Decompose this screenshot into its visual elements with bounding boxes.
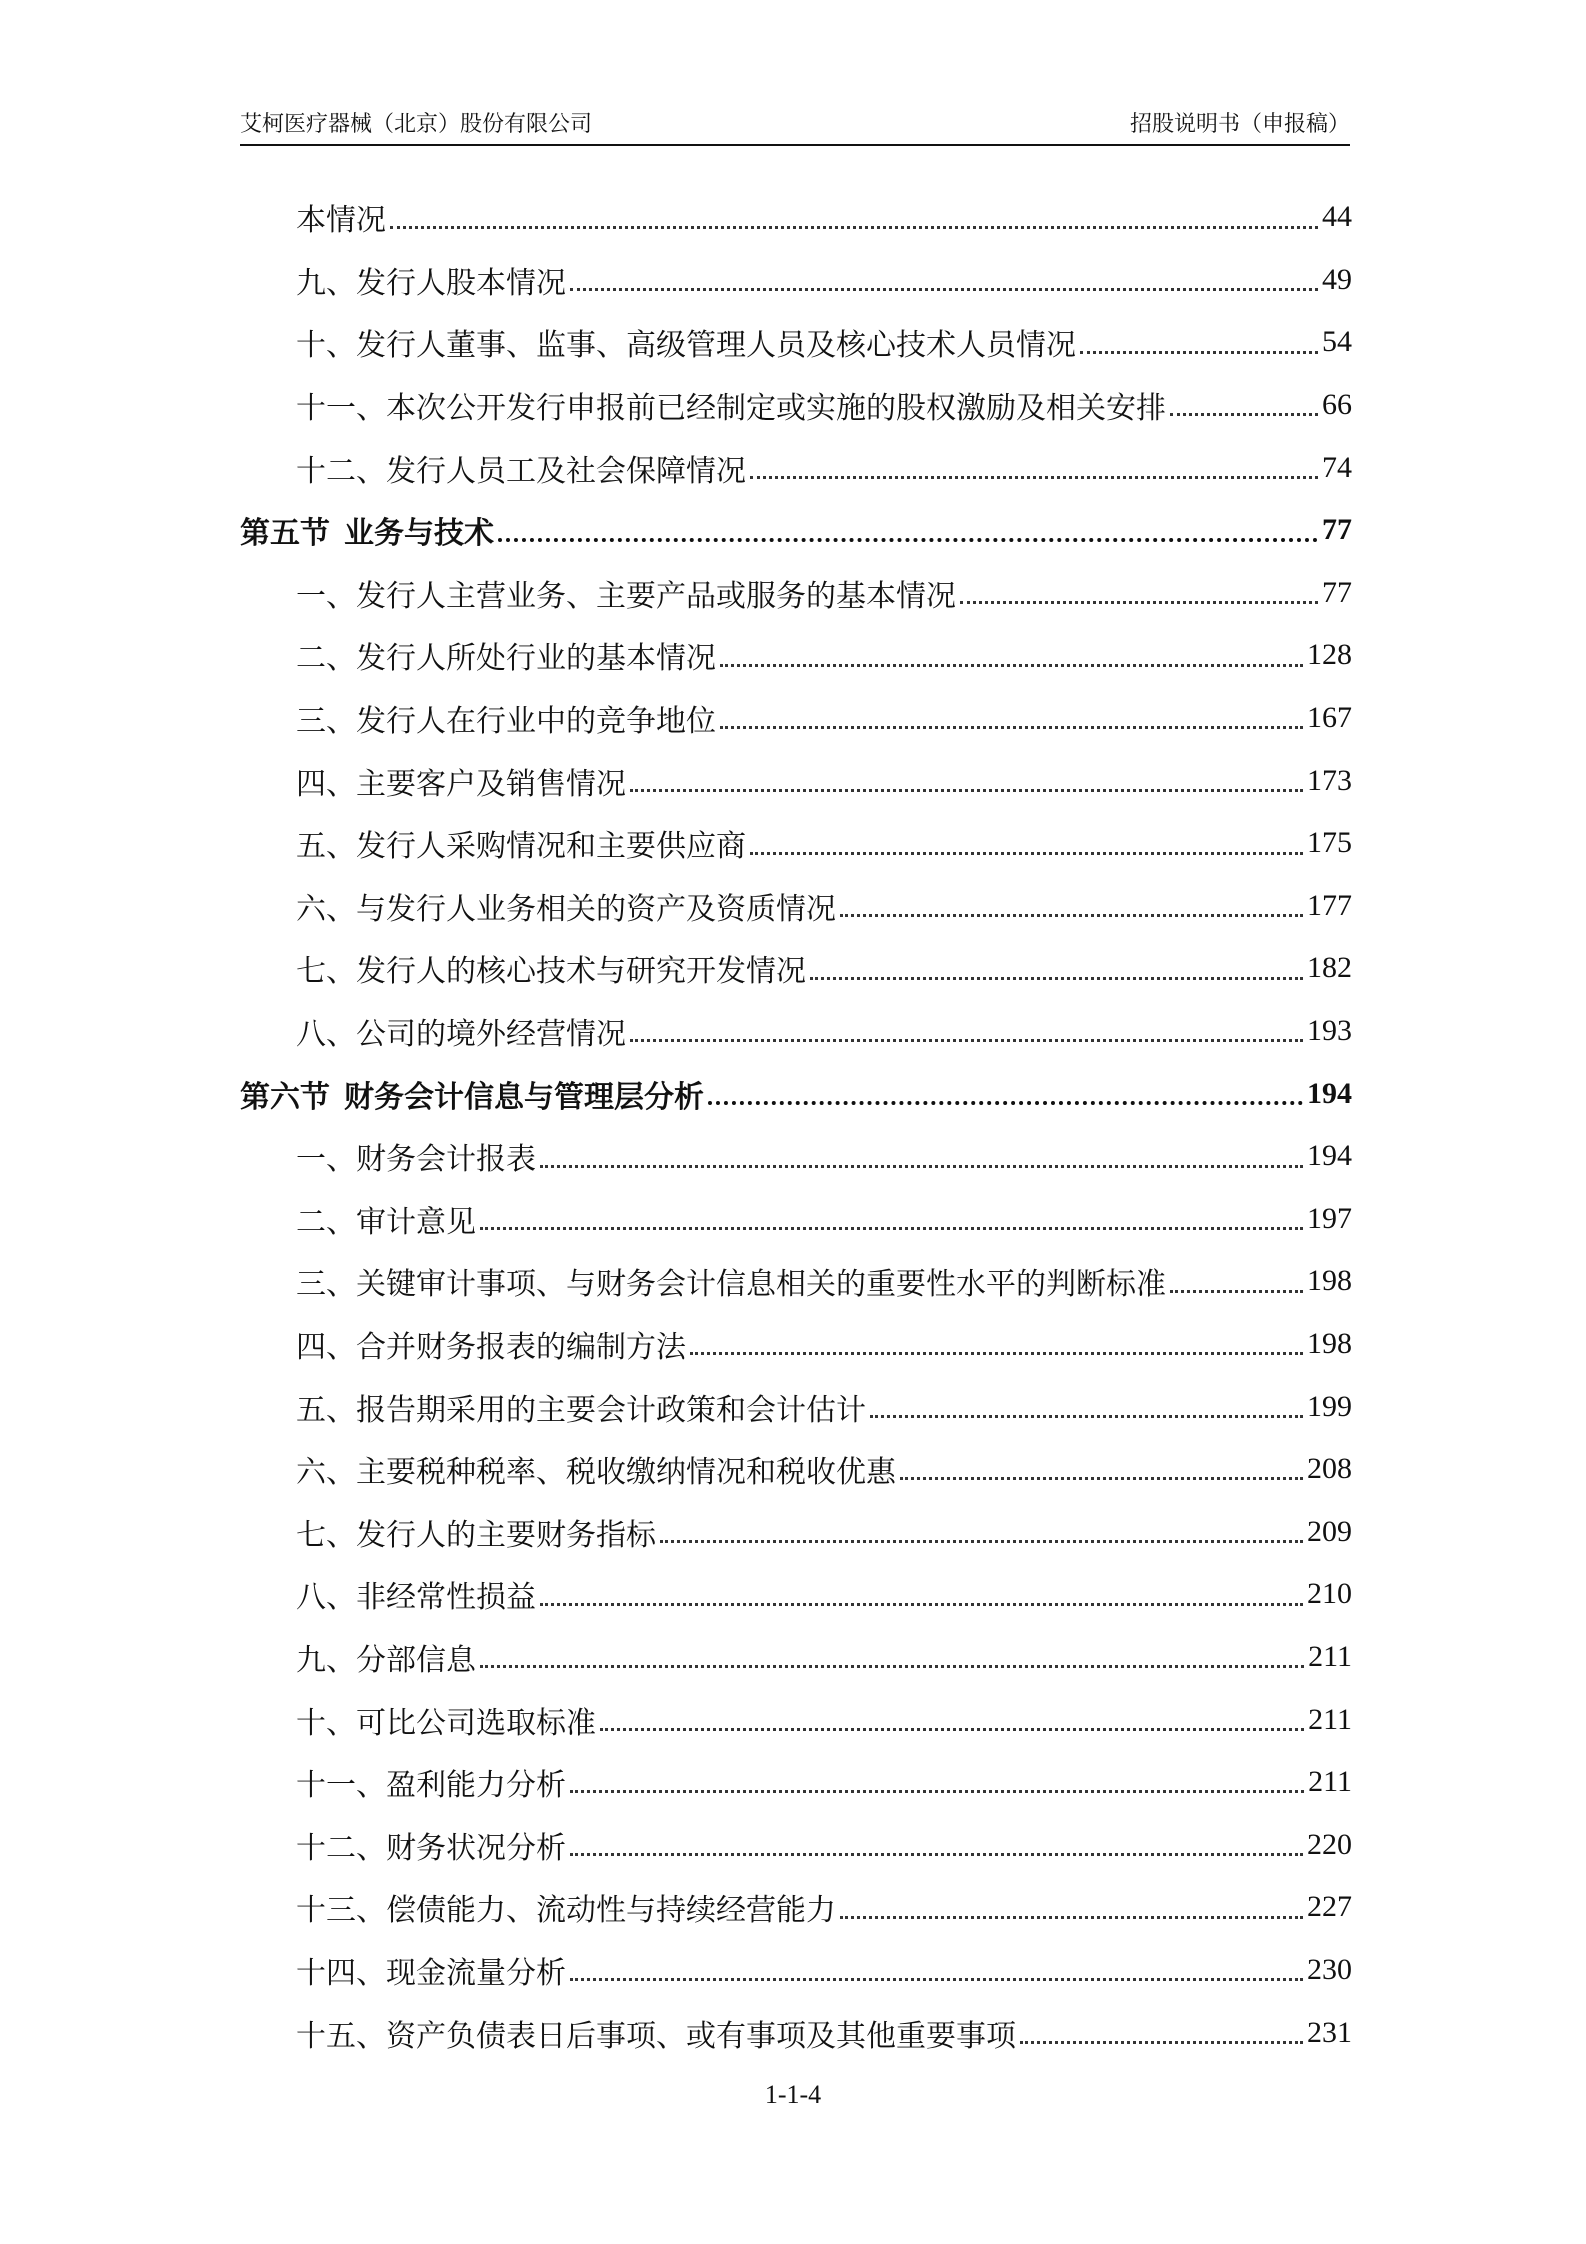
toc-leader-dots [720,664,1303,667]
toc-page-number: 77 [1322,513,1352,547]
toc-entry[interactable] [240,937,1352,1000]
toc-leader-dots [570,1853,1303,1856]
toc-entry[interactable] [240,624,1352,687]
header-company: 艾柯医疗器械（北京）股份有限公司 [240,112,593,137]
toc-entry[interactable] [240,1626,1352,1689]
toc-entry[interactable] [240,1813,1352,1876]
toc-leader-dots [600,1728,1304,1731]
toc-page-number: 198 [1307,1326,1352,1360]
toc-entry[interactable] [240,1876,1352,1939]
toc-leader-dots [570,1790,1304,1793]
toc-leader-dots [708,1101,1303,1105]
toc-leader-dots [570,288,1318,291]
toc-leader-dots [540,1165,1303,1168]
toc-page-number: 194 [1307,1139,1352,1173]
toc-entry-title: 三、发行人在行业中的竞争地位 [296,704,716,740]
toc-entry[interactable] [240,2001,1352,2064]
toc-entry-title: 第五节 [240,516,330,552]
toc-entry-title: 第六节 [240,1079,330,1115]
toc-entry-title: 二、审计意见 [296,1204,476,1240]
toc-page-number: 231 [1307,2015,1352,2049]
toc-entry-title: 一、财务会计报表 [296,1142,536,1178]
toc-entry-title: 三、关键审计事项、与财务会计信息相关的重要性水平的判断标准 [296,1267,1166,1303]
toc-entry-title: 八、非经常性损益 [296,1580,536,1616]
toc-page-number: 167 [1307,701,1352,735]
toc-page-number: 208 [1307,1452,1352,1486]
toc-page-number: 54 [1322,325,1352,359]
toc-entry-title: 四、合并财务报表的编制方法 [296,1329,686,1365]
toc-entry-title: 一、发行人主营业务、主要产品或服务的基本情况 [296,578,956,614]
toc-page-number: 175 [1307,826,1352,860]
toc-entry-title: 十二、发行人员工及社会保障情况 [296,453,746,489]
toc-entry[interactable] [240,374,1352,437]
toc-entry[interactable] [240,812,1352,875]
toc-entry[interactable] [240,1500,1352,1563]
toc-leader-dots [660,1540,1303,1543]
toc-leader-dots [480,1227,1303,1230]
toc-entry-title: 四、主要客户及销售情况 [296,766,626,802]
toc-page-number: 77 [1322,575,1352,609]
toc-leader-dots [1080,351,1318,354]
toc-section-name: 业务与技术 [344,516,494,552]
toc-leader-dots [750,852,1303,855]
toc-entry[interactable] [240,311,1352,374]
table-of-contents [240,186,1352,2064]
toc-entry-title: 十三、偿债能力、流动性与持续经营能力 [296,1893,836,1929]
toc-page-number: 211 [1308,1702,1352,1736]
toc-page-number: 210 [1307,1577,1352,1611]
toc-leader-dots [540,1603,1303,1606]
page-number: 1-1-4 [764,2080,822,2109]
toc-entry[interactable] [240,1313,1352,1376]
toc-page-number: 74 [1322,450,1352,484]
toc-section-entry[interactable] [240,499,1352,562]
toc-entry-title: 六、主要税种税率、税收缴纳情况和税收优惠 [296,1455,896,1491]
toc-entry[interactable] [240,1375,1352,1438]
toc-page-number: 193 [1307,1014,1352,1048]
toc-leader-dots [840,1916,1303,1919]
toc-entry[interactable] [240,1000,1352,1063]
toc-leader-dots [750,476,1318,479]
toc-leader-dots [960,601,1318,604]
header-doc-title: 招股说明书（申报稿） [1129,112,1350,137]
toc-entry-title: 七、发行人的主要财务指标 [296,1517,656,1553]
toc-page-number: 220 [1307,1827,1352,1861]
toc-entry-title: 十一、盈利能力分析 [296,1768,566,1804]
toc-entry[interactable] [240,1563,1352,1626]
toc-page-number: 182 [1307,951,1352,985]
toc-leader-dots [810,977,1303,980]
toc-entry-title: 本情况 [296,203,386,239]
toc-entry[interactable] [240,1751,1352,1814]
toc-entry-title: 十二、财务状况分析 [296,1830,566,1866]
toc-entry-title: 十四、现金流量分析 [296,1955,566,1991]
toc-entry-title: 五、报告期采用的主要会计政策和会计估计 [296,1392,866,1428]
toc-page-number: 49 [1322,262,1352,296]
toc-page-number: 128 [1307,638,1352,672]
toc-page-number: 197 [1307,1201,1352,1235]
toc-page-number: 199 [1307,1389,1352,1423]
toc-leader-dots [690,1352,1303,1355]
toc-entry[interactable] [240,1250,1352,1313]
toc-entry-title: 七、发行人的核心技术与研究开发情况 [296,954,806,990]
toc-leader-dots [498,538,1318,542]
toc-entry-title: 五、发行人采购情况和主要供应商 [296,829,746,865]
toc-entry-title: 九、发行人股本情况 [296,265,566,301]
toc-entry-title: 九、分部信息 [296,1642,476,1678]
toc-leader-dots [720,726,1303,729]
toc-page-number: 230 [1307,1952,1352,1986]
toc-page-number: 209 [1307,1514,1352,1548]
toc-entry[interactable] [240,1438,1352,1501]
toc-entry[interactable] [240,1125,1352,1188]
toc-page-number: 177 [1307,888,1352,922]
toc-page-number: 194 [1307,1076,1352,1110]
toc-leader-dots [1020,2041,1303,2044]
toc-entry[interactable] [240,249,1352,312]
toc-page-number: 211 [1308,1765,1352,1799]
toc-leader-dots [1170,413,1318,416]
toc-entry-title: 十、可比公司选取标准 [296,1705,596,1741]
toc-page-number: 173 [1307,763,1352,797]
toc-leader-dots [870,1415,1303,1418]
toc-entry[interactable] [240,436,1352,499]
toc-entry[interactable] [240,749,1352,812]
toc-entry[interactable] [240,1688,1352,1751]
toc-leader-dots [840,914,1303,917]
toc-entry[interactable] [240,875,1352,938]
toc-entry-title: 二、发行人所处行业的基本情况 [296,641,716,677]
toc-entry-title: 十五、资产负债表日后事项、或有事项及其他重要事项 [296,2018,1016,2054]
toc-page-number: 44 [1322,200,1352,234]
toc-section-name: 财务会计信息与管理层分析 [344,1079,704,1115]
toc-leader-dots [630,1039,1303,1042]
toc-leader-dots [1170,1290,1303,1293]
toc-entry[interactable] [240,1939,1352,2002]
toc-page-number: 198 [1307,1264,1352,1298]
toc-leader-dots [480,1665,1304,1668]
toc-entry[interactable] [240,687,1352,750]
toc-entry[interactable] [240,562,1352,625]
toc-leader-dots [570,1978,1303,1981]
toc-leader-dots [900,1477,1303,1480]
toc-page-number: 227 [1307,1890,1352,1924]
toc-entry-title: 八、公司的境外经营情况 [296,1017,626,1053]
toc-leader-dots [630,789,1303,792]
toc-page-number: 211 [1308,1639,1352,1673]
toc-entry-title: 十一、本次公开发行申报前已经制定或实施的股权激励及相关安排 [296,391,1166,427]
toc-entry[interactable] [240,1188,1352,1251]
page-header [240,110,1350,146]
toc-section-entry[interactable] [240,1062,1352,1125]
toc-entry-title: 六、与发行人业务相关的资产及资质情况 [296,891,836,927]
toc-page-number: 66 [1322,388,1352,422]
toc-entry[interactable] [240,186,1352,249]
toc-leader-dots [390,226,1318,229]
toc-entry-title: 十、发行人董事、监事、高级管理人员及核心技术人员情况 [296,328,1076,364]
